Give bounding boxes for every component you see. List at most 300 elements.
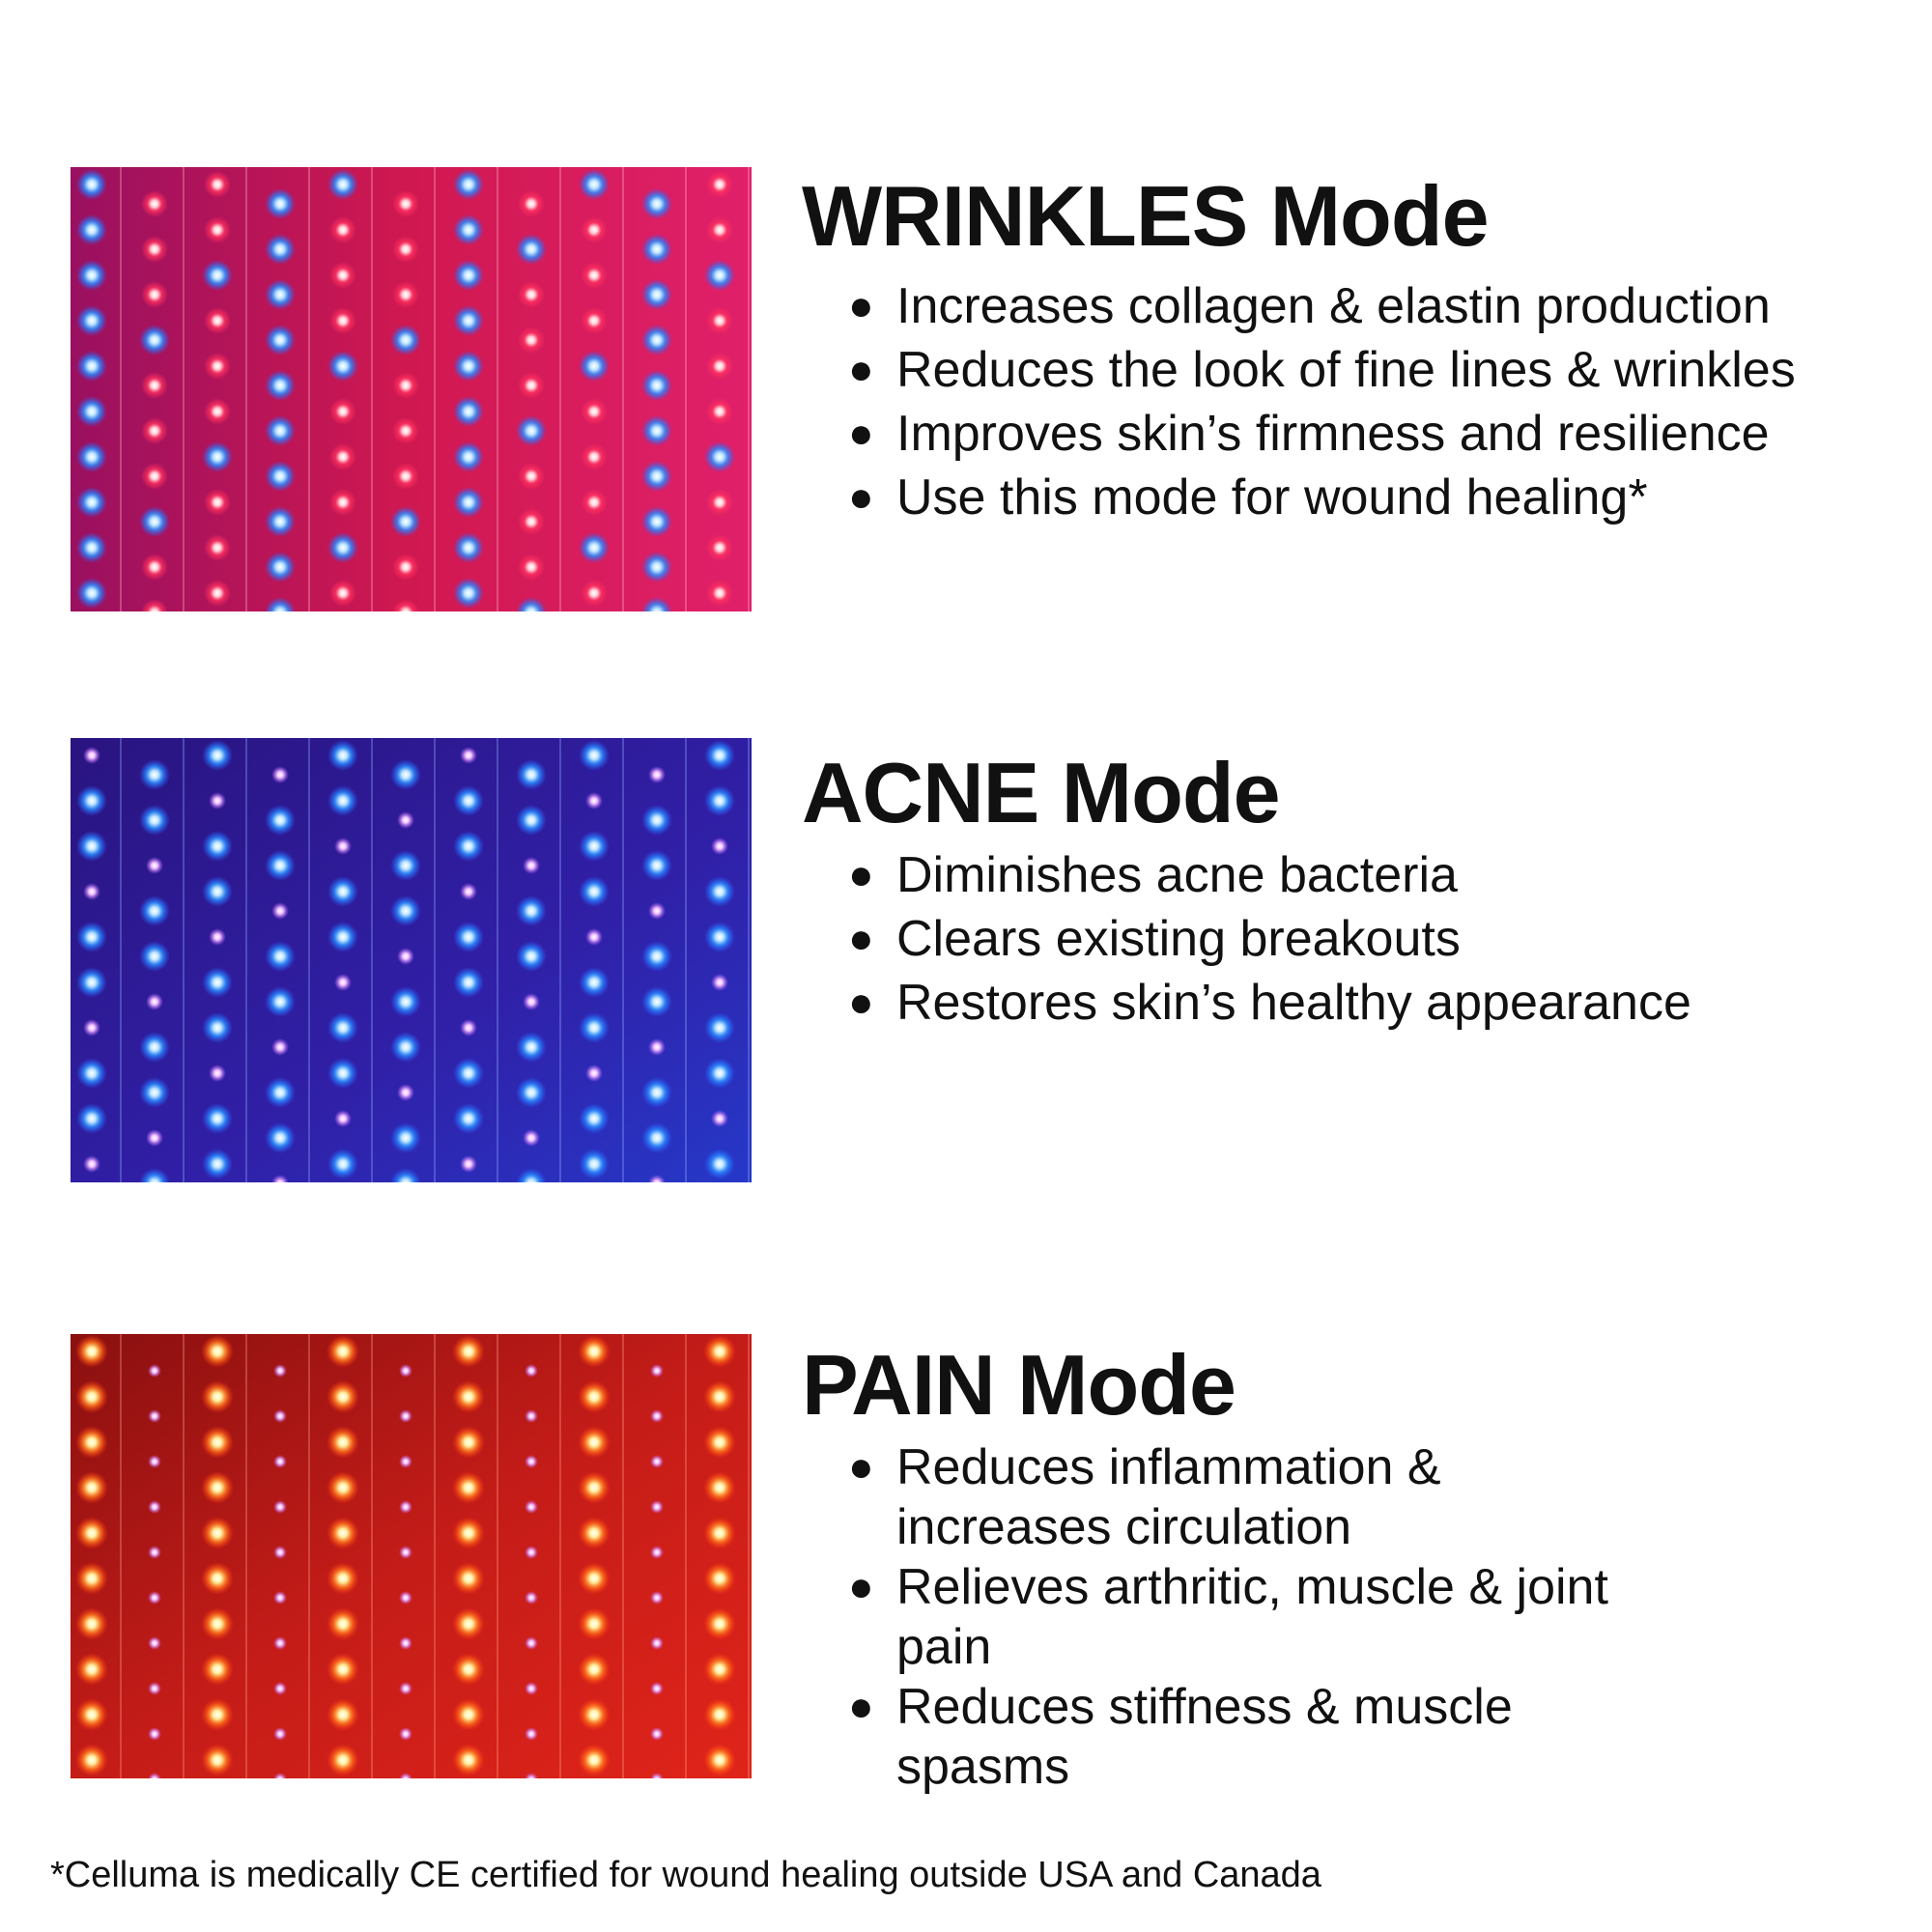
led-light-icon <box>578 1562 611 1595</box>
led-light-icon <box>209 792 226 810</box>
led-light-icon <box>76 396 107 427</box>
led-light-icon <box>579 351 610 382</box>
list-item <box>848 907 1913 971</box>
led-light-icon <box>650 1500 664 1514</box>
led-light-icon <box>703 1471 736 1504</box>
led-light-icon <box>273 1500 287 1514</box>
led-light-icon <box>399 1364 412 1378</box>
bullet-text: Increases collagen & elastin production <box>896 278 1771 334</box>
led-light-icon <box>641 325 672 355</box>
led-light-icon <box>641 552 672 582</box>
led-light-icon <box>265 805 296 836</box>
led-light-icon <box>703 1517 736 1549</box>
led-light-icon <box>201 1471 234 1504</box>
acne-mode-led-photo <box>71 738 752 1182</box>
led-light-icon <box>452 1744 485 1776</box>
led-light-icon <box>578 1380 611 1413</box>
led-light-icon <box>641 279 672 310</box>
led-light-icon <box>75 1426 108 1459</box>
led-light-icon <box>201 1562 234 1595</box>
led-light-icon <box>516 1032 547 1063</box>
led-light-icon <box>273 1364 287 1378</box>
led-light-icon <box>392 372 419 399</box>
led-light-icon <box>327 351 358 382</box>
list-item <box>848 1557 1640 1677</box>
led-light-icon <box>641 1122 672 1153</box>
led-light-icon <box>327 169 358 200</box>
led-light-icon <box>265 461 296 492</box>
led-light-icon <box>641 506 672 537</box>
led-light-icon <box>209 928 226 946</box>
led-light-icon <box>75 1653 108 1686</box>
led-light-icon <box>452 1653 485 1686</box>
led-light-icon <box>453 260 484 291</box>
led-light-icon <box>453 967 484 998</box>
led-light-icon <box>703 1653 736 1686</box>
led-light-icon <box>141 463 168 490</box>
led-light-icon <box>148 1591 161 1605</box>
led-light-icon <box>271 766 289 783</box>
led-light-icon <box>525 1546 538 1559</box>
led-light-icon <box>141 190 168 217</box>
led-light-icon <box>453 169 484 200</box>
led-light-icon <box>650 1455 664 1468</box>
led-light-icon <box>329 262 356 289</box>
led-light-icon <box>578 1426 611 1459</box>
led-light-icon <box>148 1546 161 1559</box>
led-light-icon <box>329 489 356 516</box>
led-light-icon <box>516 941 547 972</box>
led-light-icon <box>273 1409 287 1423</box>
bullet-text: Restores skin’s healthy appearance <box>896 975 1691 1031</box>
bullet-icon: ● <box>848 1683 874 1730</box>
led-light-icon <box>516 234 547 265</box>
led-light-icon <box>648 902 666 920</box>
led-light-icon <box>202 876 233 907</box>
led-light-icon <box>271 902 289 920</box>
led-light-icon <box>334 1110 352 1127</box>
led-light-icon <box>201 1380 234 1413</box>
led-light-icon <box>452 1335 485 1368</box>
led-light-icon <box>139 1077 170 1108</box>
led-light-icon <box>399 1455 412 1468</box>
list-item <box>848 1677 1640 1797</box>
led-light-icon <box>141 554 168 581</box>
led-light-icon <box>76 441 107 472</box>
led-light-icon <box>141 236 168 263</box>
led-light-icon <box>452 1698 485 1731</box>
list-item <box>848 971 1913 1035</box>
bullet-icon: ● <box>848 979 874 1026</box>
led-light-icon <box>76 967 107 998</box>
led-light-icon <box>579 1012 610 1043</box>
led-light-icon <box>204 489 231 516</box>
led-light-icon <box>452 1471 485 1504</box>
led-light-icon <box>706 353 733 380</box>
led-light-icon <box>202 1012 233 1043</box>
led-light-icon <box>83 1019 100 1037</box>
led-light-icon <box>76 578 107 609</box>
led-light-icon <box>650 1636 664 1650</box>
led-light-icon <box>703 1562 736 1595</box>
led-light-icon <box>703 1698 736 1731</box>
led-light-icon <box>201 1698 234 1731</box>
led-light-icon <box>452 1426 485 1459</box>
led-light-icon <box>452 1380 485 1413</box>
led-light-icon <box>76 1058 107 1089</box>
led-light-icon <box>704 740 735 771</box>
led-light-icon <box>201 1744 234 1776</box>
led-light-icon <box>327 1562 359 1595</box>
led-light-icon <box>585 792 603 810</box>
led-light-icon <box>650 1727 664 1741</box>
led-light-icon <box>578 1517 611 1549</box>
led-light-icon <box>579 169 610 200</box>
led-light-icon <box>76 260 107 291</box>
led-light-icon <box>641 370 672 401</box>
led-light-icon <box>641 415 672 446</box>
led-light-icon <box>397 948 414 965</box>
led-light-icon <box>75 1517 108 1549</box>
led-light-icon <box>579 532 610 563</box>
led-light-icon <box>650 1409 664 1423</box>
led-light-icon <box>525 1409 538 1423</box>
bullet-icon: ● <box>848 346 874 393</box>
led-light-icon <box>581 443 608 470</box>
led-light-icon <box>273 1682 287 1695</box>
led-light-icon <box>518 281 545 308</box>
led-light-icon <box>453 532 484 563</box>
led-light-icon <box>148 1364 161 1378</box>
led-light-icon <box>141 417 168 444</box>
led-light-icon <box>204 171 231 198</box>
pain-mode-led-photo <box>71 1334 752 1778</box>
led-light-icon <box>585 1065 603 1082</box>
led-light-icon <box>75 1607 108 1640</box>
led-light-icon <box>452 1562 485 1595</box>
led-light-icon <box>452 1517 485 1549</box>
led-light-icon <box>273 1455 287 1468</box>
led-light-icon <box>148 1727 161 1741</box>
led-light-icon <box>327 740 358 771</box>
bullet-text: Improves skin’s firmness and resilience <box>896 406 1770 462</box>
led-light-icon <box>399 1591 412 1605</box>
led-light-icon <box>525 1636 538 1650</box>
led-light-icon <box>148 1636 161 1650</box>
led-light-icon <box>706 580 733 607</box>
led-light-icon <box>265 941 296 972</box>
led-light-icon <box>453 214 484 245</box>
led-light-icon <box>706 489 733 516</box>
acne-mode-title: ACNE Mode <box>802 745 1280 840</box>
led-light-icon <box>265 850 296 881</box>
led-light-icon <box>711 838 728 855</box>
pain-benefits-list <box>802 1437 1640 1797</box>
bullet-icon: ● <box>848 1443 874 1491</box>
led-light-icon <box>523 993 540 1010</box>
bullet-icon: ● <box>848 410 874 457</box>
bullet-text: Reduces inflammation & increases circulation <box>896 1439 1441 1555</box>
led-light-icon <box>329 443 356 470</box>
led-light-icon <box>518 554 545 581</box>
led-light-icon <box>518 508 545 535</box>
led-light-icon <box>327 785 358 816</box>
led-light-icon <box>516 1077 547 1108</box>
led-light-icon <box>202 740 233 771</box>
led-light-icon <box>201 1426 234 1459</box>
led-light-icon <box>578 1744 611 1776</box>
bullet-text: Diminishes acne bacteria <box>896 847 1458 903</box>
led-light-icon <box>453 1103 484 1134</box>
led-light-icon <box>706 171 733 198</box>
led-light-icon <box>146 1129 163 1147</box>
led-light-icon <box>581 307 608 334</box>
led-light-icon <box>327 1012 358 1043</box>
led-light-icon <box>265 415 296 446</box>
led-light-icon <box>516 759 547 790</box>
led-light-icon <box>578 1607 611 1640</box>
led-light-icon <box>460 747 477 764</box>
led-light-icon <box>523 1129 540 1147</box>
led-light-icon <box>703 1607 736 1640</box>
led-light-icon <box>390 850 421 881</box>
led-light-icon <box>703 1744 736 1776</box>
led-light-icon <box>641 986 672 1017</box>
led-light-icon <box>265 279 296 310</box>
led-light-icon <box>399 1636 412 1650</box>
led-light-icon <box>399 1727 412 1741</box>
led-light-icon <box>399 1546 412 1559</box>
led-light-icon <box>703 1426 736 1459</box>
led-light-icon <box>76 831 107 862</box>
led-light-icon <box>453 922 484 952</box>
bullet-text: Relieves arthritic, muscle & joint pain <box>896 1559 1608 1675</box>
acne-benefits-list <box>802 843 1913 1035</box>
led-light-icon <box>204 353 231 380</box>
led-light-icon <box>201 1607 234 1640</box>
led-light-icon <box>392 554 419 581</box>
wrinkles-mode-section <box>802 168 1913 529</box>
led-light-icon <box>265 1122 296 1153</box>
led-light-icon <box>146 993 163 1010</box>
bullet-text: Clears existing breakouts <box>896 911 1461 967</box>
led-light-icon <box>329 307 356 334</box>
led-light-icon <box>148 1455 161 1468</box>
led-light-icon <box>703 1380 736 1413</box>
led-light-icon <box>76 922 107 952</box>
led-light-icon <box>390 895 421 926</box>
led-light-icon <box>327 1698 359 1731</box>
bullet-icon: ● <box>848 282 874 329</box>
led-light-icon <box>581 398 608 425</box>
led-light-icon <box>327 1058 358 1089</box>
led-light-icon <box>75 1335 108 1368</box>
led-light-icon <box>327 1380 359 1413</box>
led-light-icon <box>453 305 484 336</box>
led-light-icon <box>329 216 356 243</box>
led-light-icon <box>579 1103 610 1134</box>
led-light-icon <box>327 1607 359 1640</box>
bullet-icon: ● <box>848 473 874 521</box>
led-light-icon <box>148 1500 161 1514</box>
led-light-icon <box>578 1653 611 1686</box>
wrinkles-mode-title: WRINKLES Mode <box>802 168 1489 264</box>
led-light-icon <box>265 325 296 355</box>
led-light-icon <box>83 883 100 900</box>
led-light-icon <box>202 441 233 472</box>
led-light-icon <box>76 214 107 245</box>
led-light-icon <box>392 236 419 263</box>
led-light-icon <box>578 1335 611 1368</box>
led-light-icon <box>525 1682 538 1695</box>
led-light-icon <box>390 1032 421 1063</box>
led-light-icon <box>706 216 733 243</box>
led-light-icon <box>139 506 170 537</box>
led-light-icon <box>204 580 231 607</box>
list-item <box>848 338 1913 402</box>
list-item <box>848 466 1913 529</box>
led-light-icon <box>204 307 231 334</box>
led-light-icon <box>273 1727 287 1741</box>
led-light-icon <box>265 552 296 582</box>
led-light-icon <box>704 1012 735 1043</box>
led-light-icon <box>650 1591 664 1605</box>
led-light-icon <box>641 805 672 836</box>
led-light-icon <box>327 1471 359 1504</box>
led-light-icon <box>525 1727 538 1741</box>
led-light-icon <box>202 1103 233 1134</box>
led-light-icon <box>525 1500 538 1514</box>
led-light-icon <box>392 190 419 217</box>
bullet-text: Use this mode for wound healing* <box>896 469 1648 526</box>
led-light-icon <box>329 398 356 425</box>
led-light-icon <box>704 260 735 291</box>
led-light-icon <box>204 534 231 561</box>
led-light-icon <box>581 262 608 289</box>
led-light-icon <box>76 532 107 563</box>
led-light-icon <box>201 1517 234 1549</box>
led-light-icon <box>273 1591 287 1605</box>
led-light-icon <box>453 578 484 609</box>
led-light-icon <box>399 1682 412 1695</box>
led-light-icon <box>202 260 233 291</box>
led-light-icon <box>460 1155 477 1173</box>
led-light-icon <box>76 785 107 816</box>
led-light-icon <box>392 281 419 308</box>
led-light-icon <box>83 747 100 764</box>
led-light-icon <box>460 883 477 900</box>
led-light-icon <box>453 785 484 816</box>
led-light-icon <box>327 876 358 907</box>
led-light-icon <box>209 1065 226 1082</box>
led-light-icon <box>204 398 231 425</box>
wrinkles-benefits-list <box>802 274 1913 529</box>
led-light-icon <box>202 1149 233 1179</box>
footnote: *Celluma is medically CE certified for wound healing outside USA and Canada <box>50 1855 1321 1895</box>
led-light-icon <box>139 325 170 355</box>
led-light-icon <box>265 986 296 1017</box>
led-light-icon <box>711 1110 728 1127</box>
led-light-icon <box>641 461 672 492</box>
led-light-icon <box>641 188 672 219</box>
bullet-icon: ● <box>848 851 874 898</box>
led-light-icon <box>75 1698 108 1731</box>
led-light-icon <box>265 506 296 537</box>
led-light-icon <box>83 1155 100 1173</box>
led-light-icon <box>201 1335 234 1368</box>
led-light-icon <box>453 396 484 427</box>
led-light-icon <box>75 1744 108 1776</box>
led-light-icon <box>390 325 421 355</box>
led-light-icon <box>453 831 484 862</box>
led-light-icon <box>327 532 358 563</box>
led-light-icon <box>641 1077 672 1108</box>
led-light-icon <box>452 1607 485 1640</box>
led-light-icon <box>148 1682 161 1695</box>
list-item <box>848 843 1913 907</box>
led-light-icon <box>516 415 547 446</box>
led-light-icon <box>706 398 733 425</box>
led-light-icon <box>327 922 358 952</box>
led-light-icon <box>453 441 484 472</box>
led-light-icon <box>453 1058 484 1089</box>
led-light-icon <box>327 1149 358 1179</box>
led-light-icon <box>641 234 672 265</box>
led-light-icon <box>392 463 419 490</box>
led-light-icon <box>397 811 414 829</box>
led-light-icon <box>327 1517 359 1549</box>
led-light-icon <box>75 1380 108 1413</box>
led-light-icon <box>650 1546 664 1559</box>
led-light-icon <box>271 1038 289 1056</box>
led-light-icon <box>581 216 608 243</box>
led-light-icon <box>525 1591 538 1605</box>
led-light-icon <box>397 1084 414 1101</box>
led-light-icon <box>139 1032 170 1063</box>
led-light-icon <box>704 785 735 816</box>
led-light-icon <box>265 188 296 219</box>
led-light-icon <box>518 327 545 354</box>
led-light-icon <box>334 974 352 991</box>
led-light-icon <box>390 759 421 790</box>
led-light-icon <box>148 1409 161 1423</box>
led-light-icon <box>516 895 547 926</box>
led-light-icon <box>641 941 672 972</box>
led-light-icon <box>76 1103 107 1134</box>
led-light-icon <box>76 351 107 382</box>
led-light-icon <box>327 1744 359 1776</box>
led-light-icon <box>453 351 484 382</box>
led-light-icon <box>650 1364 664 1378</box>
led-light-icon <box>703 1335 736 1368</box>
led-light-icon <box>579 831 610 862</box>
led-light-icon <box>334 838 352 855</box>
bullet-icon: ● <box>848 915 874 962</box>
led-light-icon <box>518 463 545 490</box>
led-light-icon <box>518 190 545 217</box>
led-light-icon <box>581 489 608 516</box>
led-light-icon <box>578 1698 611 1731</box>
led-light-icon <box>706 307 733 334</box>
bullet-text: Reduces stiffness & muscle spasms <box>896 1679 1513 1795</box>
led-light-icon <box>75 1471 108 1504</box>
led-light-icon <box>525 1455 538 1468</box>
led-light-icon <box>579 1149 610 1179</box>
led-light-icon <box>139 895 170 926</box>
led-light-icon <box>518 372 545 399</box>
led-light-icon <box>704 922 735 952</box>
led-light-icon <box>525 1364 538 1378</box>
